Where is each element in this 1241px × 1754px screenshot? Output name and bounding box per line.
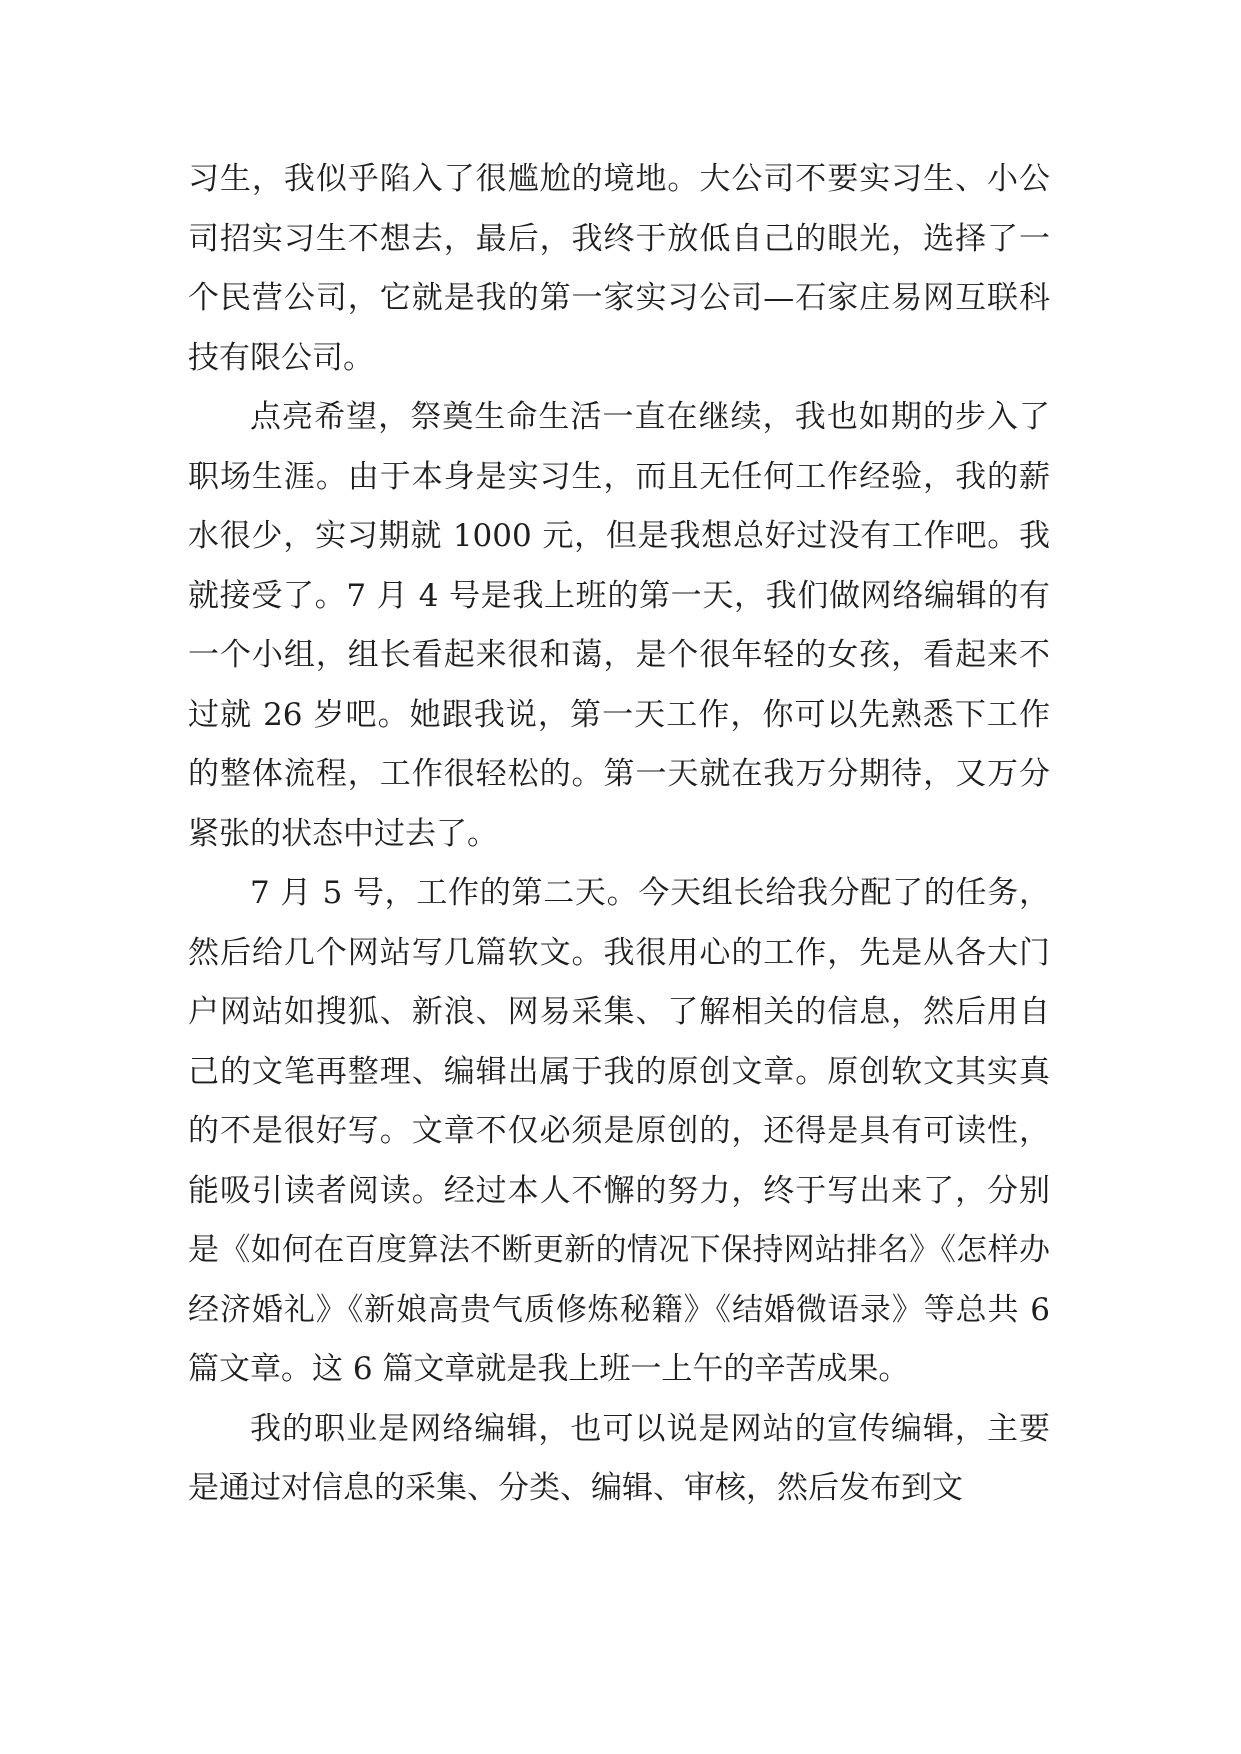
paragraph-continued: 习生，我似乎陷入了很尴尬的境地。大公司不要实习生、小公司招实习生不想去，最后，我终于放低自己的眼光，选择了一个民营公司，它就是我的第一家实习公司—石家庄易网互联科技有限公司。 [188, 161, 1050, 376]
paragraph-job-description: 我的职业是网络编辑，也可以说是网站的宣传编辑，主要是通过对信息的采集、分类、编辑、审核，然后发布到文 [188, 1410, 1050, 1506]
paragraph-career-start: 点亮希望，祭奠生命生活一直在继续，我也如期的步入了职场生涯。由于本身是实习生，而且无任何工作经验，我的薪水很少，实习期就 1000 元，但是我想总好过没有工作吧。我就接受了。7 月 4 号是我上班的第一天，我们做网络编辑的有一个小组，组长看起来很和蔼，是个很年轻的女孩，看起来不过就 26 岁吧。她跟我说，第一天工作，你可以先熟悉下工作的整体流程，工作很轻松的。第一天就在我万分期待，又万分紧张的状态中过去了。 [188, 399, 1050, 852]
paragraph-second-day: 7 月 5 号，工作的第二天。今天组长给我分配了的任务，然后给几个网站写几篇软文。我很用心的工作，先是从各大门户网站如搜狐、新浪、网易采集、了解相关的信息，然后用自己的文笔再整理、编辑出属于我的原创文章。原创软文其实真的不是很好写。文章不仅必须是原创的，还得是具有可读性，能吸引读者阅读。经过本人不懈的努力，终于写出来了，分别是《如何在百度算法不断更新的情况下保持网站排名》《怎样办经济婚礼》《新娘高贵气质修炼秘籍》《结婚微语录》等总共 6 篇文章。这 6 篇文章就是我上班一上午的辛苦成果。 [188, 875, 1050, 1387]
document-page [188, 150, 1050, 1519]
